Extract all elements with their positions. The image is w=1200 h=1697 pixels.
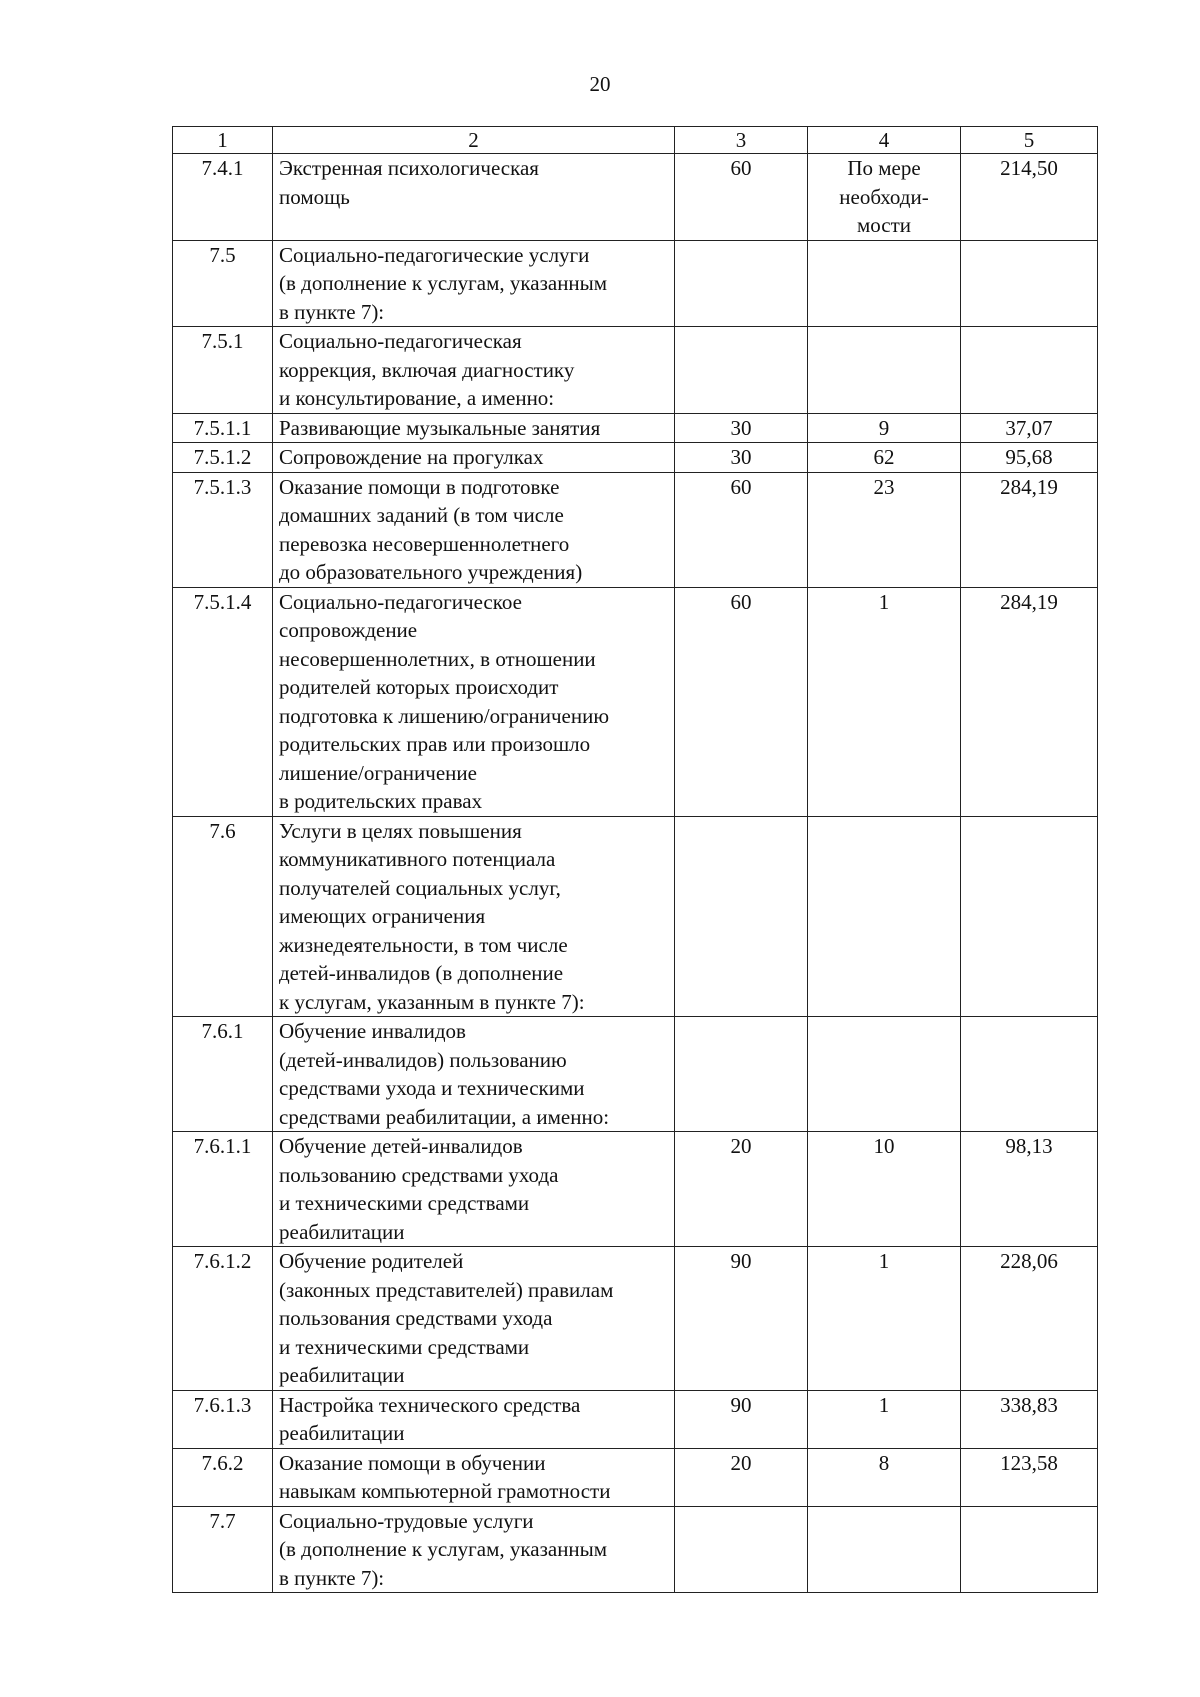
header-cell: 3: [675, 127, 808, 154]
header-row: [173, 127, 1098, 154]
item-number-cell: 7.4.1: [173, 154, 273, 241]
duration-cell: [675, 240, 808, 327]
cost-cell: [961, 1506, 1098, 1593]
table-row: [173, 240, 1098, 327]
item-number-cell: 7.5.1.1: [173, 413, 273, 443]
cost-cell: [961, 816, 1098, 1017]
item-number-cell: 7.5.1.2: [173, 443, 273, 473]
service-name-cell: Социально-педагогические услуги (в дополнение к услугам, указанным в пункте 7):: [273, 240, 675, 327]
item-number-cell: 7.5.1.4: [173, 587, 273, 816]
frequency-cell: [808, 240, 961, 327]
cost-cell: 214,50: [961, 154, 1098, 241]
frequency-cell: 1: [808, 1247, 961, 1391]
cost-cell: [961, 240, 1098, 327]
service-name-cell: Сопровождение на прогулках: [273, 443, 675, 473]
duration-cell: 30: [675, 443, 808, 473]
frequency-cell: 1: [808, 1390, 961, 1448]
table-row: [173, 1506, 1098, 1593]
duration-cell: 90: [675, 1390, 808, 1448]
cost-cell: 98,13: [961, 1132, 1098, 1247]
duration-cell: [675, 816, 808, 1017]
frequency-cell: 10: [808, 1132, 961, 1247]
frequency-cell: [808, 1017, 961, 1132]
item-number-cell: 7.5.1.3: [173, 472, 273, 587]
table-row: [173, 413, 1098, 443]
duration-cell: 60: [675, 472, 808, 587]
cost-cell: [961, 327, 1098, 414]
service-name-cell: Экстренная психологическая помощь: [273, 154, 675, 241]
frequency-cell: [808, 1506, 961, 1593]
duration-cell: [675, 1506, 808, 1593]
item-number-cell: 7.6: [173, 816, 273, 1017]
service-name-cell: Обучение инвалидов (детей-инвалидов) пользованию средствами ухода и техническими средствами реабилитации, а именно:: [273, 1017, 675, 1132]
header-cell: 1: [173, 127, 273, 154]
service-name-cell: Настройка технического средства реабилитации: [273, 1390, 675, 1448]
service-name-cell: Обучение родителей (законных представителей) правилам пользования средствами ухода и техническими средствами реабилитации: [273, 1247, 675, 1391]
header-cell: 4: [808, 127, 961, 154]
service-name-cell: Развивающие музыкальные занятия: [273, 413, 675, 443]
services-table: [172, 126, 1098, 1593]
table-row: [173, 443, 1098, 473]
duration-cell: 30: [675, 413, 808, 443]
item-number-cell: 7.7: [173, 1506, 273, 1593]
table-row: [173, 816, 1098, 1017]
item-number-cell: 7.5: [173, 240, 273, 327]
service-name-cell: Социально-трудовые услуги (в дополнение к услугам, указанным в пункте 7):: [273, 1506, 675, 1593]
frequency-cell: [808, 327, 961, 414]
cost-cell: 338,83: [961, 1390, 1098, 1448]
duration-cell: 60: [675, 587, 808, 816]
frequency-cell: 62: [808, 443, 961, 473]
table-row: [173, 154, 1098, 241]
cost-cell: 95,68: [961, 443, 1098, 473]
service-name-cell: Услуги в целях повышения коммуникативного потенциала получателей социальных услуг, имеющих ограничения жизнедеятельности, в том числе детей-инвалидов (в дополнение к услугам, указанным в пункте 7):: [273, 816, 675, 1017]
item-number-cell: 7.6.1.3: [173, 1390, 273, 1448]
item-number-cell: 7.6.1.1: [173, 1132, 273, 1247]
frequency-cell: 8: [808, 1448, 961, 1506]
duration-cell: 20: [675, 1132, 808, 1247]
table-row: [173, 327, 1098, 414]
service-name-cell: Социально-педагогическое сопровождение несовершеннолетних, в отношении родителей которых происходит подготовка к лишению/ограничению родительских прав или произошло лишение/ограничение в родительских правах: [273, 587, 675, 816]
table-row: [173, 472, 1098, 587]
item-number-cell: 7.6.1: [173, 1017, 273, 1132]
cost-cell: [961, 1017, 1098, 1132]
table-row: [173, 1247, 1098, 1391]
duration-cell: [675, 1017, 808, 1132]
service-name-cell: Оказание помощи в подготовке домашних заданий (в том числе перевозка несовершеннолетнего до образовательного учреждения): [273, 472, 675, 587]
duration-cell: [675, 327, 808, 414]
header-cell: 5: [961, 127, 1098, 154]
service-name-cell: Обучение детей-инвалидов пользованию средствами ухода и техническими средствами реабилитации: [273, 1132, 675, 1247]
item-number-cell: 7.6.2: [173, 1448, 273, 1506]
cost-cell: 284,19: [961, 587, 1098, 816]
frequency-cell: 23: [808, 472, 961, 587]
cost-cell: 228,06: [961, 1247, 1098, 1391]
frequency-cell: 1: [808, 587, 961, 816]
cost-cell: 284,19: [961, 472, 1098, 587]
frequency-cell: 9: [808, 413, 961, 443]
duration-cell: 60: [675, 154, 808, 241]
duration-cell: 20: [675, 1448, 808, 1506]
table-row: [173, 1390, 1098, 1448]
duration-cell: 90: [675, 1247, 808, 1391]
header-cell: 2: [273, 127, 675, 154]
service-name-cell: Социально-педагогическая коррекция, включая диагностику и консультирование, а именно:: [273, 327, 675, 414]
page-number: 20: [589, 72, 611, 96]
cost-cell: 37,07: [961, 413, 1098, 443]
item-number-cell: 7.5.1: [173, 327, 273, 414]
cost-cell: 123,58: [961, 1448, 1098, 1506]
table-row: [173, 587, 1098, 816]
frequency-cell: По мере необходи- мости: [808, 154, 961, 241]
table-row: [173, 1448, 1098, 1506]
frequency-cell: [808, 816, 961, 1017]
table-row: [173, 1017, 1098, 1132]
item-number-cell: 7.6.1.2: [173, 1247, 273, 1391]
table-body: [173, 154, 1098, 1593]
table-row: [173, 1132, 1098, 1247]
service-name-cell: Оказание помощи в обучении навыкам компьютерной грамотности: [273, 1448, 675, 1506]
